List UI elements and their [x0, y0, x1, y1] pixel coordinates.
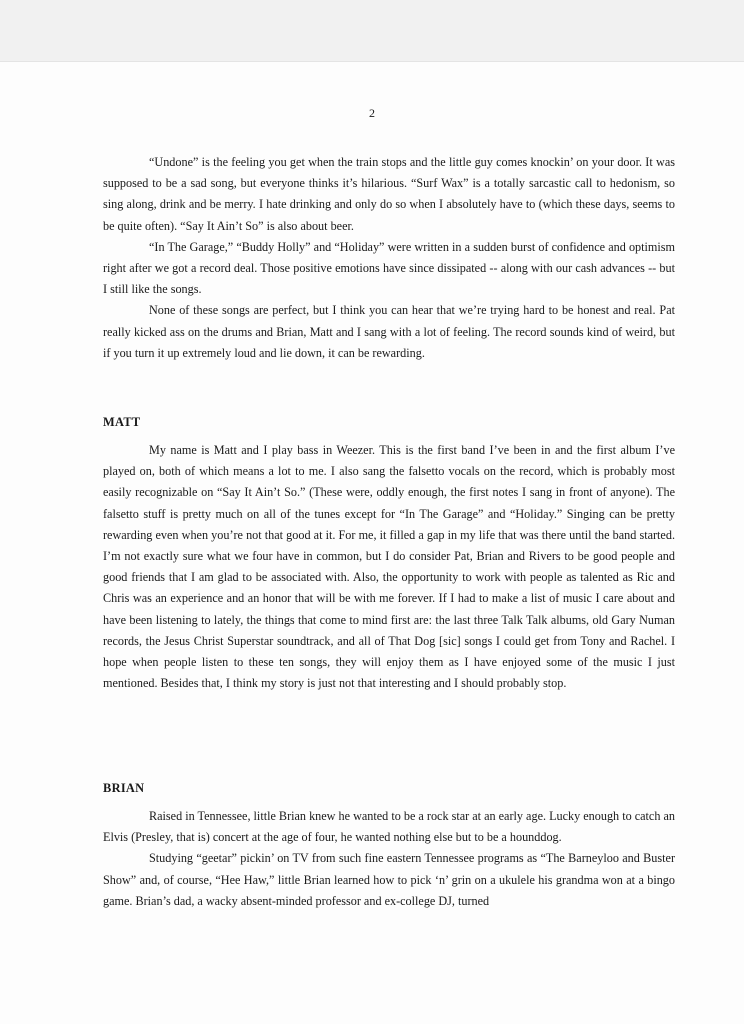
paragraph: Raised in Tennessee, little Brian knew he wanted to be a rock star at an early age. Lucky enough to catch an Elvis (Presley, that is) concert at the age of four, he wanted nothing else but to be a hounddog.	[103, 809, 675, 845]
paragraph: “In The Garage,” “Buddy Holly” and “Holiday” were written in a sudden burst of confidence and optimism right after we got a record deal. Those positive emotions have since dissipated -- along with our cash advances -- but I still like the songs.	[103, 239, 675, 297]
matt-section	[103, 440, 675, 694]
paragraph: My name is Matt and I play bass in Weezer. This is the first band I’ve been in and the first album I’ve played on, both of which means a lot to me. I also sang the falsetto vocals on the record, which is probably most easily recognizable on “Say It Ain’t So.” (These were, oddly enough, the first notes I sang in front of anyone). The falsetto stuff is pretty much on all of the tunes except for “In The Garage” and “Holiday.” Singing can be pretty rewarding even when you’re not that good at it. For me, it filled a gap in my life that was there until the band started. I’m not exactly sure what we four have in common, but I do consider Pat, Brian and Rivers to be good people and good friends that I am glad to be associated with. Also, the opportunity to work with people as talented as Ric and Chris was an experience and an honor that will be with me forever. If I had to make a list of music I care about and have been listening to lately, the things that come to mind first are: the last three Talk Talk albums, old Gary Numan records, the Jesus Christ Superstar soundtrack, and all of That Dog [sic] songs I could get from Tony and Rachel. I hope when people listen to these ten songs, they will enjoy them as I have enjoyed some of the music I just mentioned. Besides that, I think my story is just not that interesting and I should probably stop.	[103, 443, 675, 691]
paragraph: None of these songs are perfect, but I think you can hear that we’re trying hard to be honest and real. Pat really kicked ass on the drums and Brian, Matt and I sang with a lot of feeling. The record sounds kind of weird, but if you turn it up extremely loud and lie down, it can be rewarding.	[103, 303, 675, 360]
section-heading-matt: MATT	[103, 415, 141, 429]
page-number: 2	[369, 106, 375, 120]
paragraph: Studying “geetar” pickin’ on TV from such fine eastern Tennessee programs as “The Barneyloo and Buster Show” and, of course, “Hee Haw,” little Brian learned how to pick ‘n’ grin on a ukulele his grandma won at a bingo game. Brian’s dad, a wacky absent-minded professor and ex-college DJ, turned	[103, 851, 675, 908]
brian-section	[103, 806, 675, 912]
section-heading-brian: BRIAN	[103, 781, 145, 795]
intro-section	[103, 152, 675, 364]
paragraph: “Undone” is the feeling you get when the train stops and the little guy comes knockin’ on your door. It was supposed to be a sad song, but everyone thinks it’s hilarious. “Surf Wax” is a totally sarcastic call to hedonism, so sing along, drink and be merry. I hate drinking and only do so when I absolutely have to (which these days, seems to be quite often). “Say It Ain’t So” is also about beer.	[103, 155, 675, 233]
